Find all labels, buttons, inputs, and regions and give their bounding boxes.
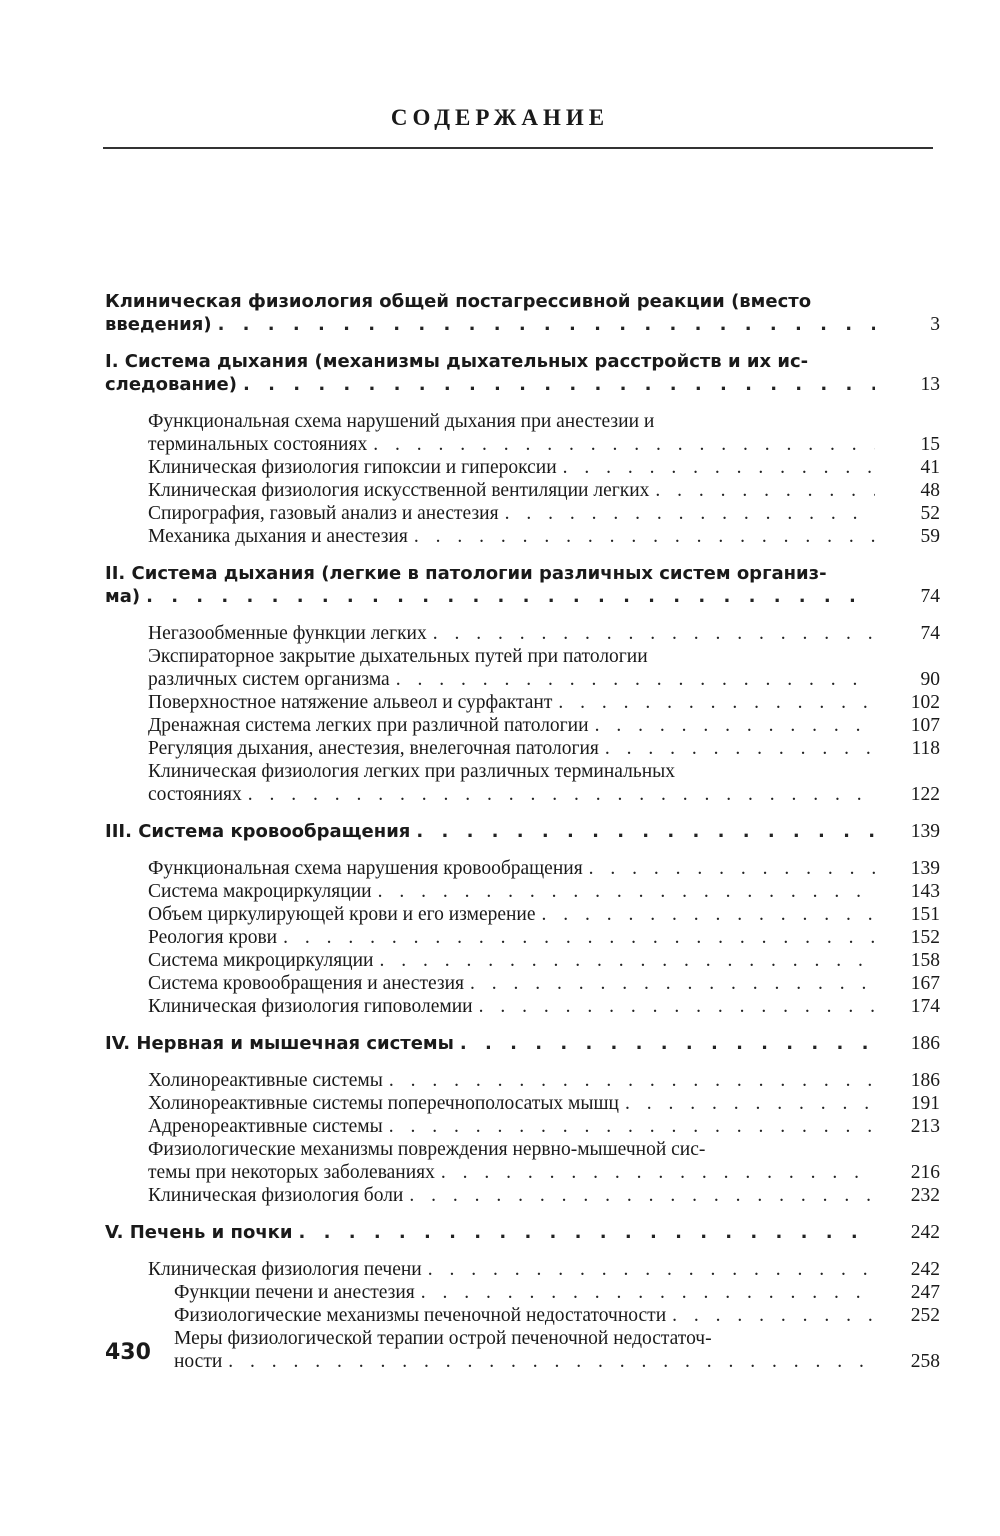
toc-entry-text: следование)	[105, 374, 237, 395]
dot-leader	[619, 1092, 875, 1116]
toc-page-number: 213	[910, 1116, 940, 1137]
toc-entry-text: Система кровообращения и анестезия	[148, 973, 464, 994]
dot-leader	[473, 995, 875, 1019]
dot-leader	[373, 949, 875, 973]
toc-subsection-line	[148, 525, 875, 549]
toc-subsection-line	[148, 714, 875, 738]
toc-page-number: 232	[910, 1185, 940, 1206]
toc-page-number: 158	[910, 950, 940, 971]
toc-entry-text: I. Система дыхания (механизмы дыхательных расстройств и их ис-	[105, 351, 809, 372]
toc-entry-text: Система микроциркуляции	[148, 950, 374, 971]
toc-entry-text: Холинореактивные системы	[148, 1070, 383, 1091]
dot-leader	[372, 880, 875, 904]
dot-leader	[212, 313, 875, 337]
toc-subsection-line	[148, 1069, 875, 1093]
page-title: СОДЕРЖАНИЕ	[390, 105, 610, 130]
toc-subsection-line	[174, 1304, 875, 1328]
toc-page-number: 247	[910, 1282, 940, 1303]
toc-subsection-line	[148, 668, 875, 692]
dot-leader	[140, 585, 875, 609]
dot-leader	[222, 1350, 875, 1374]
toc-entry-text: Реология крови	[148, 927, 278, 948]
toc-page-number: 15	[920, 434, 940, 455]
toc-page-number: 186	[910, 1070, 940, 1091]
dot-leader	[589, 714, 875, 738]
toc-entry-text: Меры физиологической терапии острой печеночной недостаточ-	[174, 1328, 712, 1349]
toc-entry-text: Функциональная схема нарушений дыхания при анестезии и	[148, 411, 655, 432]
toc-page-number: 167	[910, 973, 940, 994]
toc-subsection-line	[174, 1281, 875, 1305]
toc-entry-text: II. Система дыхания (легкие в патологии различных систем организ-	[105, 563, 827, 584]
toc-subsection-line	[148, 1138, 875, 1162]
toc-page-number: 122	[910, 784, 940, 805]
dot-leader	[454, 1032, 875, 1056]
toc-page-number: 3	[930, 314, 940, 335]
toc-entry-text: Физиологические механизмы повреждения нервно-мышечной сис-	[148, 1139, 706, 1160]
dot-leader	[408, 525, 875, 549]
toc-entry-text: Функциональная схема нарушения кровообращения	[148, 858, 583, 879]
toc-entry-text: Адренореактивные системы	[148, 1116, 383, 1137]
dot-leader	[649, 479, 875, 503]
toc-page-number: 48	[920, 480, 940, 501]
toc-entry-text: ности	[174, 1351, 223, 1372]
toc-page-number: 151	[910, 904, 940, 925]
toc-entry-text: Клиническая физиология гиповолемии	[148, 996, 473, 1017]
toc-subsection-line	[148, 880, 875, 904]
toc-subsection-line	[148, 1115, 875, 1139]
dot-leader	[666, 1304, 875, 1328]
toc-entry-text: Механика дыхания и анестезия	[148, 526, 408, 547]
dot-leader	[464, 972, 875, 996]
dot-leader	[390, 668, 875, 692]
toc-entry-text: Система макроциркуляции	[148, 881, 372, 902]
toc-page-number: 258	[910, 1351, 940, 1372]
toc-page-number: 59	[920, 526, 940, 547]
dot-leader	[557, 456, 875, 480]
toc-entry-text: темы при некоторых заболеваниях	[148, 1162, 435, 1183]
toc-page-number: 152	[910, 927, 940, 948]
toc-entry-text: Функции печени и анестезия	[174, 1282, 415, 1303]
dot-leader	[499, 502, 875, 526]
dot-leader	[536, 903, 875, 927]
toc-entry-text: V. Печень и почки	[105, 1222, 293, 1243]
toc-section-line	[105, 373, 875, 397]
toc-entry-text: Клиническая физиология общей постагрессивной реакции (вместо	[105, 291, 812, 312]
toc-entry-text: терминальных состояниях	[148, 434, 368, 455]
toc-entry-text: Клиническая физиология искусственной вентиляции легких	[148, 480, 650, 501]
toc-subsection-line	[148, 995, 875, 1019]
toc-subsection-line	[148, 433, 875, 457]
toc-entry-text: Дренажная система легких при различной патологии	[148, 715, 589, 736]
toc-entry-text: Экспираторное закрытие дыхательных путей при патологии	[148, 646, 648, 667]
toc-subsection-line	[148, 1184, 875, 1208]
toc-subsection-line	[148, 926, 875, 950]
toc-page-number: 191	[910, 1093, 940, 1114]
toc-subsection-line	[148, 903, 875, 927]
toc-entry-text: IV. Нервная и мышечная системы	[105, 1033, 454, 1054]
toc-page-number: 143	[910, 881, 940, 902]
toc-subsection-line	[148, 456, 875, 480]
dot-leader	[415, 1281, 875, 1305]
toc-section-line	[105, 820, 875, 844]
toc-page-number: 139	[910, 821, 940, 842]
toc-subsection-line	[148, 622, 875, 646]
dot-leader	[237, 373, 875, 397]
toc-entry-text: Физиологические механизмы печеночной недостаточности	[174, 1305, 667, 1326]
title-rule	[103, 147, 933, 149]
toc-subsection-line	[148, 645, 875, 669]
toc-entry-text: Поверхностное натяжение альвеол и сурфактант	[148, 692, 553, 713]
toc-subsection-line	[148, 502, 875, 526]
toc-page-number: 52	[920, 503, 940, 524]
toc-subsection-line	[148, 760, 875, 784]
toc-subsection-line	[148, 783, 875, 807]
dot-leader	[583, 857, 875, 881]
toc-entry-text: состояниях	[148, 784, 242, 805]
toc-subsection-line	[148, 949, 875, 973]
toc-page-number: 174	[910, 996, 940, 1017]
toc-subsection-line	[174, 1327, 875, 1351]
toc-page-number: 74	[920, 623, 940, 644]
toc-subsection-line	[148, 972, 875, 996]
toc-subsection-line	[148, 691, 875, 715]
dot-leader	[599, 737, 875, 761]
dot-leader	[403, 1184, 875, 1208]
toc-section-line	[105, 1221, 875, 1245]
dot-leader	[367, 433, 875, 457]
toc-section-line	[105, 313, 875, 337]
toc-entry-text: Клиническая физиология гипоксии и гипероксии	[148, 457, 557, 478]
dot-leader	[427, 622, 875, 646]
toc-section-line	[105, 350, 875, 374]
toc-entry-text: Клиническая физиология легких при различных терминальных	[148, 761, 676, 782]
dot-leader	[277, 926, 875, 950]
dot-leader	[383, 1115, 875, 1139]
page-number: 430	[105, 1340, 151, 1365]
toc-page-number: 139	[910, 858, 940, 879]
dot-leader	[552, 691, 875, 715]
toc-entry-text: Регуляция дыхания, анестезия, внелегочная патология	[148, 738, 599, 759]
toc-entry-text: различных систем организма	[148, 669, 390, 690]
dot-leader	[242, 783, 875, 807]
toc-subsection-line	[174, 1350, 875, 1374]
toc-page-number: 13	[920, 374, 940, 395]
toc-page-number: 107	[910, 715, 940, 736]
toc-entry-text: введения)	[105, 314, 212, 335]
toc-section-line	[105, 1032, 875, 1056]
toc-entry-text: Негазообменные функции легких	[148, 623, 427, 644]
toc-page-number: 186	[910, 1033, 940, 1054]
dot-leader	[293, 1221, 875, 1245]
toc-page-number: 102	[910, 692, 940, 713]
dot-leader	[410, 820, 875, 844]
toc-page-number: 242	[910, 1222, 940, 1243]
toc-page-number: 252	[910, 1305, 940, 1326]
toc-page-number: 216	[910, 1162, 940, 1183]
toc-page-number: 118	[911, 738, 940, 759]
toc-page-number: 41	[920, 457, 940, 478]
toc-entry-text: Холинореактивные системы поперечнополосатых мышц	[148, 1093, 619, 1114]
toc-subsection-line	[148, 737, 875, 761]
toc-entry-text: Объем циркулирующей крови и его измерение	[148, 904, 536, 925]
toc-subsection-line	[148, 1161, 875, 1185]
toc-page-number: 242	[910, 1259, 940, 1280]
toc-section-line	[105, 585, 875, 609]
toc-page-number: 90	[920, 669, 940, 690]
toc-entry-text: Спирография, газовый анализ и анестезия	[148, 503, 499, 524]
toc-section-line	[105, 290, 875, 314]
toc-entry-text: Клиническая физиология боли	[148, 1185, 404, 1206]
toc-entry-text: ма)	[105, 586, 141, 607]
dot-leader	[383, 1069, 875, 1093]
toc-subsection-line	[148, 410, 875, 434]
toc-entry-text: Клиническая физиология печени	[148, 1259, 422, 1280]
toc-subsection-line	[148, 479, 875, 503]
toc-page-number: 74	[920, 586, 940, 607]
dot-leader	[435, 1161, 875, 1185]
toc-entry-text: III. Система кровообращения	[105, 821, 411, 842]
toc-section-line	[105, 562, 875, 586]
toc-subsection-line	[148, 857, 875, 881]
toc-subsection-line	[148, 1258, 875, 1282]
dot-leader	[422, 1258, 875, 1282]
toc-subsection-line	[148, 1092, 875, 1116]
